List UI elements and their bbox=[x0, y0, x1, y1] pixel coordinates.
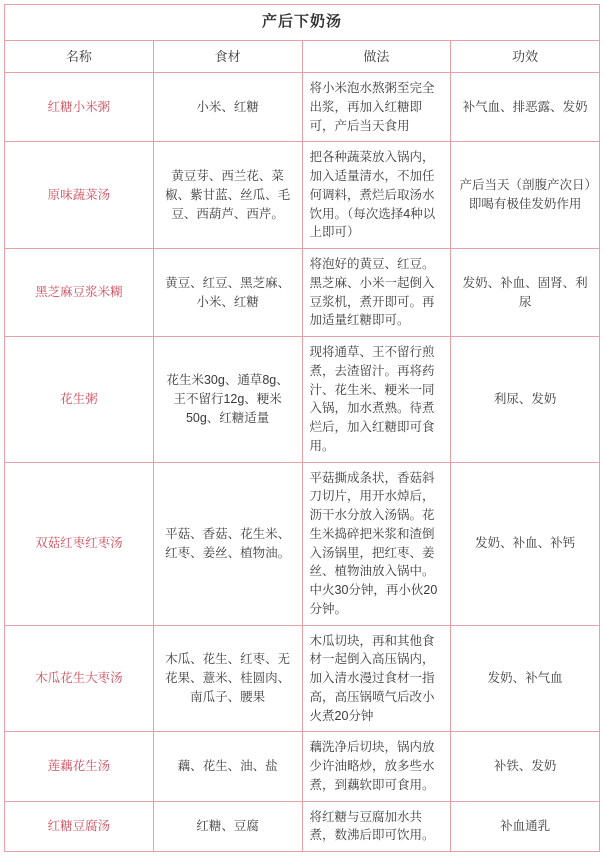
table-row bbox=[5, 337, 600, 463]
row-effect: 发奶、补血、补钙 bbox=[451, 462, 600, 625]
row-name: 红糖小米粥 bbox=[5, 73, 154, 142]
row-effect: 补铁、发奶 bbox=[451, 732, 600, 801]
row-ingredients: 平菇、香菇、花生米、红枣、姜丝、植物油。 bbox=[153, 462, 302, 625]
row-method: 将泡好的黄豆、红豆。黑芝麻、小米一起倒入豆浆机，煮开即可。再加适量红糖即可。 bbox=[302, 249, 451, 337]
row-ingredients: 藕、花生、油、盐 bbox=[153, 732, 302, 801]
column-header-name: 名称 bbox=[5, 40, 154, 73]
table-row bbox=[5, 732, 600, 801]
table-row bbox=[5, 462, 600, 625]
row-name: 花生粥 bbox=[5, 337, 154, 463]
table-row bbox=[5, 142, 600, 249]
recipe-table bbox=[4, 4, 600, 852]
row-name: 莲藕花生汤 bbox=[5, 732, 154, 801]
page-title: 产后下奶汤 bbox=[5, 5, 600, 41]
row-ingredients: 小米、红糖 bbox=[153, 73, 302, 142]
row-ingredients: 木瓜、花生、红枣、无花果、薏米、桂圆肉、南瓜子、腰果 bbox=[153, 625, 302, 732]
row-ingredients: 黄豆、红豆、黑芝麻、小米、红糖 bbox=[153, 249, 302, 337]
table-row bbox=[5, 73, 600, 142]
table-row bbox=[5, 625, 600, 732]
row-method: 现将通草、王不留行煎煮，去渣留汁。再将药汁、花生米、粳米一同入锅，加水煮熟。待煮烂后，加入红糖即可食用。 bbox=[302, 337, 451, 463]
row-effect: 补血通乳 bbox=[451, 801, 600, 852]
row-method: 藕洗净后切块，锅内放少许油略炒，放多些水煮，到藕软即可食用。 bbox=[302, 732, 451, 801]
row-method: 平菇撕成条状，香菇斜刀切片，用开水焯后，沥干水分放入汤锅。花生米捣碎把米浆和渣倒入汤锅里，把红枣、姜丝、植物油放入锅中。中火30分钟，再小伙20分钟。 bbox=[302, 462, 451, 625]
row-name: 双菇红枣红枣汤 bbox=[5, 462, 154, 625]
row-effect: 补气血、排恶露、发奶 bbox=[451, 73, 600, 142]
table-row bbox=[5, 249, 600, 337]
row-ingredients: 红糖、豆腐 bbox=[153, 801, 302, 852]
row-name: 原味蔬菜汤 bbox=[5, 142, 154, 249]
row-method: 将小米泡水熬粥至完全出浆，再加入红糖即可，产后当天食用 bbox=[302, 73, 451, 142]
row-effect: 利尿、发奶 bbox=[451, 337, 600, 463]
table-title-row bbox=[5, 5, 600, 41]
row-effect: 发奶、补气血 bbox=[451, 625, 600, 732]
column-header-method: 做法 bbox=[302, 40, 451, 73]
row-effect: 发奶、补血、固肾、利尿 bbox=[451, 249, 600, 337]
table-row bbox=[5, 801, 600, 852]
row-method: 把各种蔬菜放入锅内，加入适量清水，不加任何调料，煮烂后取汤水饮用。（每次选择4种以上即可） bbox=[302, 142, 451, 249]
row-ingredients: 黄豆芽、西兰花、菜椒、紫甘蓝、丝瓜、毛豆、西葫芦、西芹。 bbox=[153, 142, 302, 249]
row-name: 黑芝麻豆浆米糊 bbox=[5, 249, 154, 337]
row-method: 木瓜切块，再和其他食材一起倒入高压锅内，加入清水漫过食材一指高，高压锅喷气后改小火煮20分钟 bbox=[302, 625, 451, 732]
column-header-effect: 功效 bbox=[451, 40, 600, 73]
row-method: 将红糖与豆腐加水共煮，数沸后即可饮用。 bbox=[302, 801, 451, 852]
row-name: 木瓜花生大枣汤 bbox=[5, 625, 154, 732]
row-name: 红糖豆腐汤 bbox=[5, 801, 154, 852]
row-effect: 产后当天（剖腹产次日）即喝有极佳发奶作用 bbox=[451, 142, 600, 249]
table-header-row bbox=[5, 40, 600, 73]
row-ingredients: 花生米30g、通草8g、王不留行12g、粳米50g、红糖适量 bbox=[153, 337, 302, 463]
column-header-ingredients: 食材 bbox=[153, 40, 302, 73]
